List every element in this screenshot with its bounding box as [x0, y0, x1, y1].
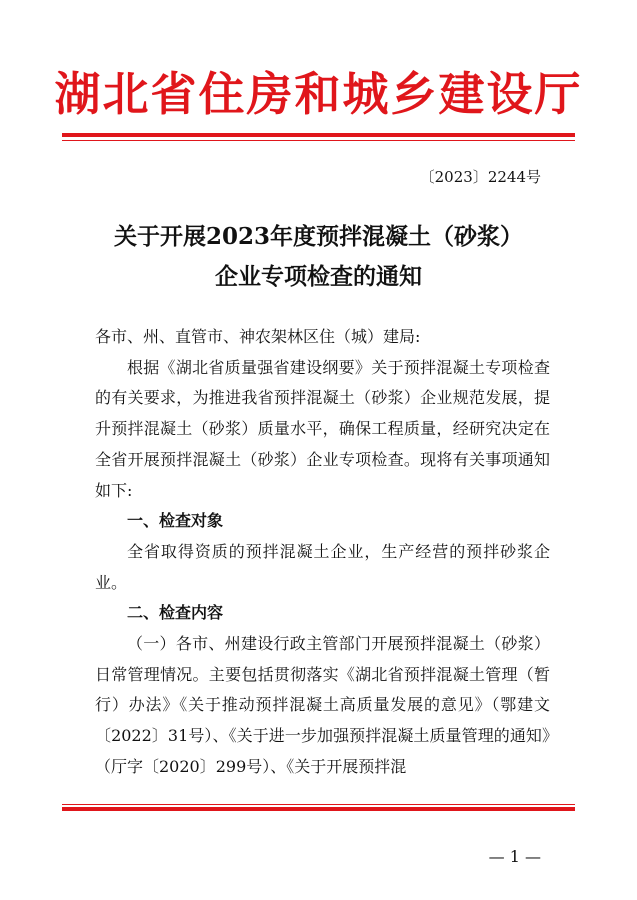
document-number: 〔2023〕2244号 [419, 168, 541, 186]
section-1-heading: 一、检查对象 [127, 511, 224, 531]
intro-paragraph: 根据《湖北省质量强省建设纲要》关于预拌混凝土专项检查的有关要求，为推进我省预拌混凝土（砂浆）企业规范发展，提升预拌混凝土（砂浆）质量水平，确保工程质量，经研究决定在全省开展预拌混凝土（砂浆）企业专项检查。现将有关事项通知如下: [95, 357, 550, 500]
document-title-line-2: 企业专项检查的通知 [215, 263, 422, 290]
document-title-line-1: 关于开展2023年度预拌混凝土（砂浆） [113, 223, 523, 250]
agency-masthead: 湖北省住房和城乡建设厅 [54, 67, 583, 121]
document-body [95, 322, 550, 783]
addressee: 各市、州、直管市、神农架林区住（城）建局: [95, 327, 421, 346]
section-1-paragraph: 全省取得资质的预拌混凝土企业，生产经营的预拌砂浆企业。 [95, 541, 550, 592]
footer-red-rule-thick [62, 807, 575, 811]
section-2-heading: 二、检查内容 [127, 603, 224, 623]
section-2-paragraph: （一）各市、州建设行政主管部门开展预拌混凝土（砂浆）日常管理情况。主要包括贯彻落实《湖北省预拌混凝土管理（暂行）办法》《关于推动预拌混凝土高质量发展的意见》（鄂建文〔2022〕31号）、《关于进一步加强预拌混凝土质量管理的通知》（厅字〔2020〕299号）、《关于开展预拌混 [95, 634, 550, 776]
page-number: — 1 — [488, 847, 541, 866]
header-red-rule-thin [62, 140, 575, 141]
footer-red-rule-thin [62, 804, 575, 805]
header-red-rule-thick [62, 133, 575, 137]
